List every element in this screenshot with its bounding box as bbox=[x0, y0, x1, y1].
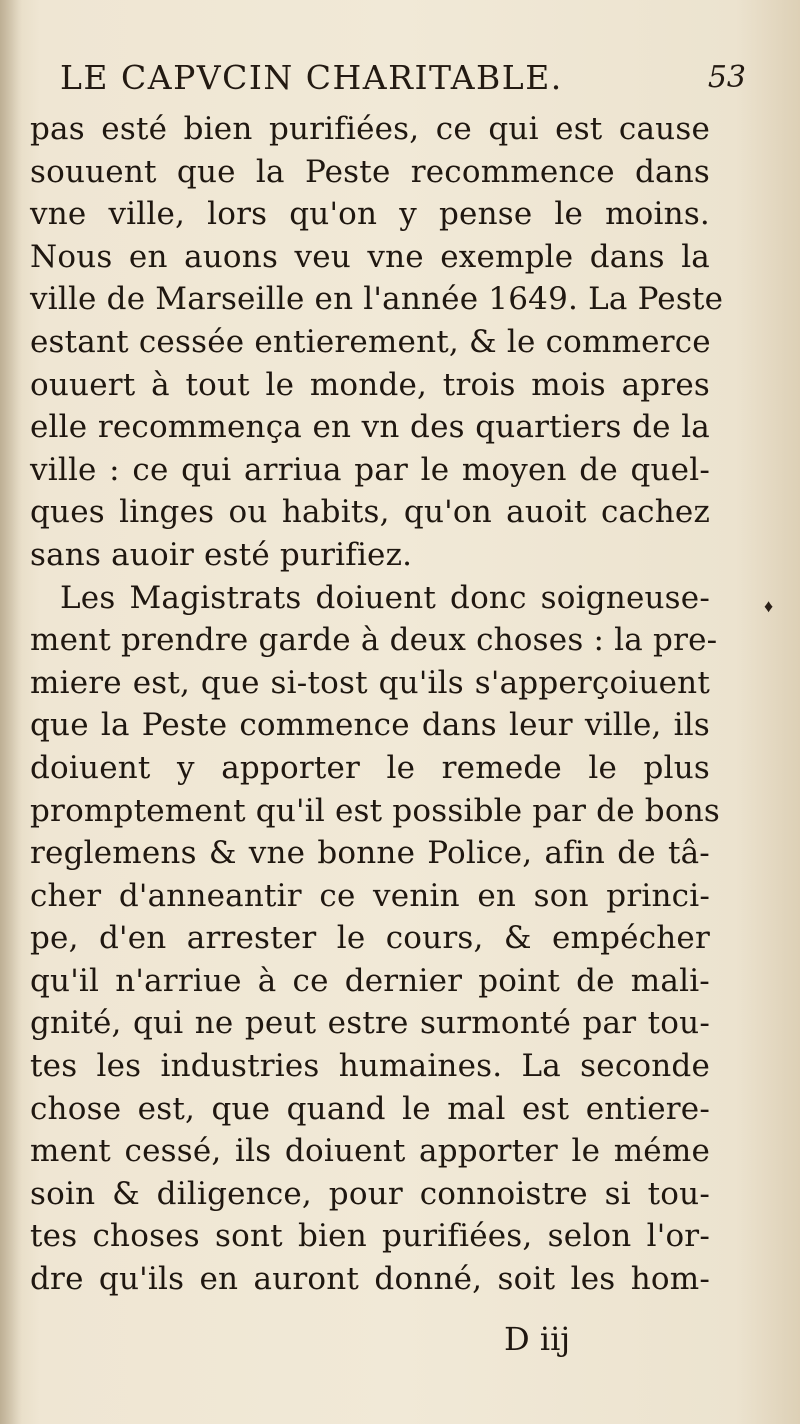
text-line: ouuert à tout le monde, trois mois apres bbox=[30, 366, 710, 403]
text-line: reglemens & vne bonne Police, afin de tâ- bbox=[30, 835, 710, 872]
text-line: ville de Marseille en l'année 1649. La Peste bbox=[30, 281, 724, 318]
text-line: estant cessée entierement, & le commerce bbox=[30, 323, 711, 360]
text-line: Les Magistrats doiuent donc soigneuse- bbox=[60, 579, 710, 616]
text-line: promptement qu'il est possible par de bons bbox=[30, 792, 720, 829]
running-title: LE CAPVCIN CHARITABLE. bbox=[60, 58, 563, 97]
text-line: tes les industries humaines. La seconde bbox=[30, 1048, 710, 1085]
running-head bbox=[60, 58, 760, 108]
signature-mark: D iij bbox=[504, 1320, 571, 1358]
text-line: souuent que la Peste recommence dans bbox=[30, 153, 710, 190]
text-line: ville : ce qui arriua par le moyen de quel- bbox=[30, 451, 710, 488]
text-line: pe, d'en arrester le cours, & empécher bbox=[30, 920, 710, 957]
text-line: tes choses sont bien purifiées, selon l'or- bbox=[30, 1218, 710, 1255]
text-line: elle recommença en vn des quartiers de la bbox=[30, 409, 710, 446]
text-line: vne ville, lors qu'on y pense le moins. bbox=[30, 196, 710, 233]
text-line: ment cessé, ils doiuent apporter le méme bbox=[30, 1133, 710, 1170]
text-line: doiuent y apporter le remede le plus bbox=[30, 749, 710, 786]
gutter-shadow bbox=[0, 0, 22, 1424]
text-line: sans auoir esté purifiez. bbox=[30, 536, 413, 573]
text-line: ment prendre garde à deux choses : la pre- bbox=[30, 622, 718, 659]
margin-mark-icon: ♦ bbox=[764, 596, 774, 616]
text-line: gnité, qui ne peut estre surmonté par tou- bbox=[30, 1005, 710, 1042]
text-line: ques linges ou habits, qu'on auoit cachez bbox=[30, 494, 710, 531]
body-text bbox=[30, 108, 724, 1301]
text-line: dre qu'ils en auront donné, soit les hom- bbox=[30, 1261, 710, 1298]
text-line: Nous en auons veu vne exemple dans la bbox=[30, 238, 710, 275]
text-line: cher d'anneantir ce venin en son princi- bbox=[30, 877, 710, 914]
text-line: soin & diligence, pour connoistre si tou- bbox=[30, 1175, 710, 1212]
text-line: que la Peste commence dans leur ville, ils bbox=[30, 707, 710, 744]
text-line: qu'il n'arriue à ce dernier point de mali- bbox=[30, 962, 710, 999]
page-number: 53 bbox=[707, 60, 746, 95]
text-line: miere est, que si-tost qu'ils s'apperçoiuent bbox=[30, 664, 710, 701]
text-line: chose est, que quand le mal est entiere- bbox=[30, 1090, 710, 1127]
text-line: pas esté bien purifiées, ce qui est cause bbox=[30, 111, 710, 147]
